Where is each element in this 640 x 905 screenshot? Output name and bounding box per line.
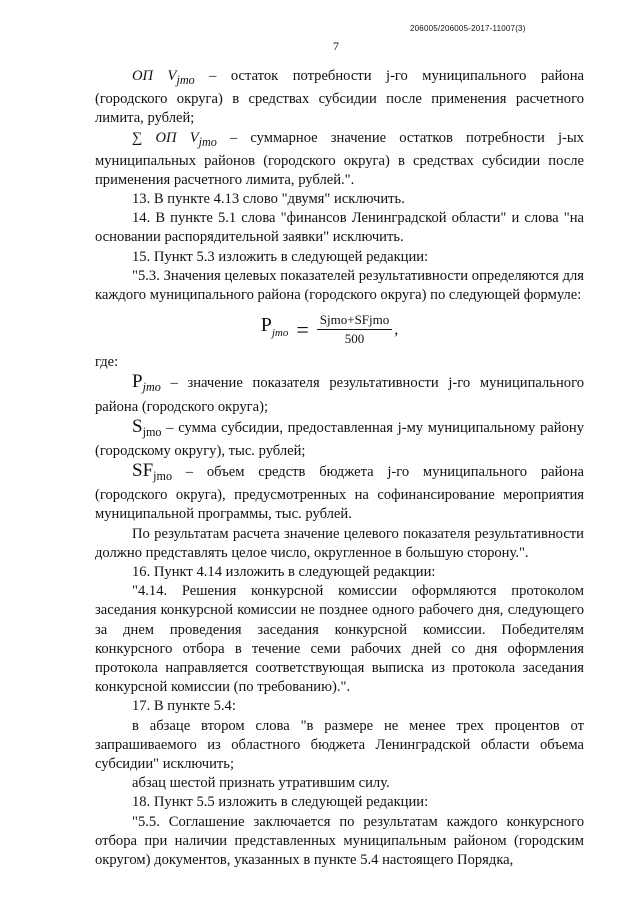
- paragraph-5-3: "5.3. Значения целевых показателей результативности определяются для каждого муниципального района (городского округа) по следующей формуле:: [95, 267, 584, 304]
- definition-sf: $SF_{jmo}$ – объем средств бюджета j-го муниципального района (городского округа), предусмотренных на софинансирование мероприятия муниципальной программы, тыс. рублей.: [95, 460, 584, 523]
- formula-fraction: [317, 312, 392, 347]
- item-16: 16. Пункт 4.14 изложить в следующей редакции:: [132, 564, 436, 580]
- formula-denominator: 500: [344, 330, 365, 346]
- item-14: 14. В пункте 5.1 слова "финансов Ленинградской области" и слова "на основании распорядительной заявки" исключить.: [95, 210, 584, 246]
- paragraph-result: По результатам расчета значение целевого показателя результативности должно представлять целое число, округленное в большую сторону.".: [95, 525, 584, 561]
- document-id: 206005/206005-2017-11007(3): [410, 24, 526, 33]
- paragraph-5-5: "5.5. Соглашение заключается по результатам каждого конкурсного отбора при наличии представленных муниципальным районом (городским округом) документов, указанных в пункте 5.4 настоящего Порядка,: [95, 813, 584, 869]
- document-body: [95, 67, 584, 870]
- definition-sum-op-vjmo: ∑ ОП $V_{jmo}$ – суммарное значение остатков потребности j-ых муниципальных районов (городского округа) в средствах субсидии после применения расчетного лимита, рублей.".: [95, 129, 584, 188]
- where-label: где:: [95, 354, 119, 371]
- paragraph-17-b: абзац шестой признать утратившим силу.: [132, 775, 390, 792]
- item-13: 13. В пункте 4.13 слово "двумя" исключить.: [132, 191, 405, 208]
- definition-op-vjmo: ОП $V_{jmo}$ – остаток потребности j-го муниципального района (городского округа) в средствах субсидии после применения расчетного лимита, рублей;: [95, 68, 584, 127]
- formula-numerator: Sjmo+SFjmo: [317, 312, 392, 330]
- item-18: 18. Пункт 5.5 изложить в следующей редакции:: [132, 794, 429, 811]
- item-15: 15. Пункт 5.3 изложить в следующей редакции:: [132, 248, 429, 265]
- item-17: 17. В пункте 5.4:: [132, 698, 236, 715]
- definition-s: $S_{jmo}$ – сумма субсидии, предоставленная j-му муниципальному району (городскому округу), тыс. рублей;: [95, 415, 584, 459]
- formula-equals: =: [296, 316, 309, 342]
- page-number: 7: [333, 39, 339, 53]
- formula-lhs: $P_{jmo}$: [260, 313, 289, 339]
- formula-comma: ,: [394, 320, 399, 338]
- paragraph-4-14: "4.14. Решения конкурсной комиссии оформляются протоколом заседания конкурсной комиссии не позднее одного рабочего дня, следующего за днем проведения заседания конкурсной комиссии. Победителям конкурсного отбора в течение семи рабочих дней со дня оформления протокола направляется соответствующая выписка из протокола заседания конкурсной комиссии (по требованию).".: [95, 583, 584, 696]
- formula: [95, 305, 584, 353]
- paragraph-17-a: в абзаце втором слова "в размере не менее трех процентов от запрашиваемого из областного бюджета Ленинградской области объема субсидии" исключить;: [95, 717, 584, 773]
- definition-p: $P_{jmo}$ – значение показателя результативности j-го муниципального района (городского округа);: [95, 371, 584, 415]
